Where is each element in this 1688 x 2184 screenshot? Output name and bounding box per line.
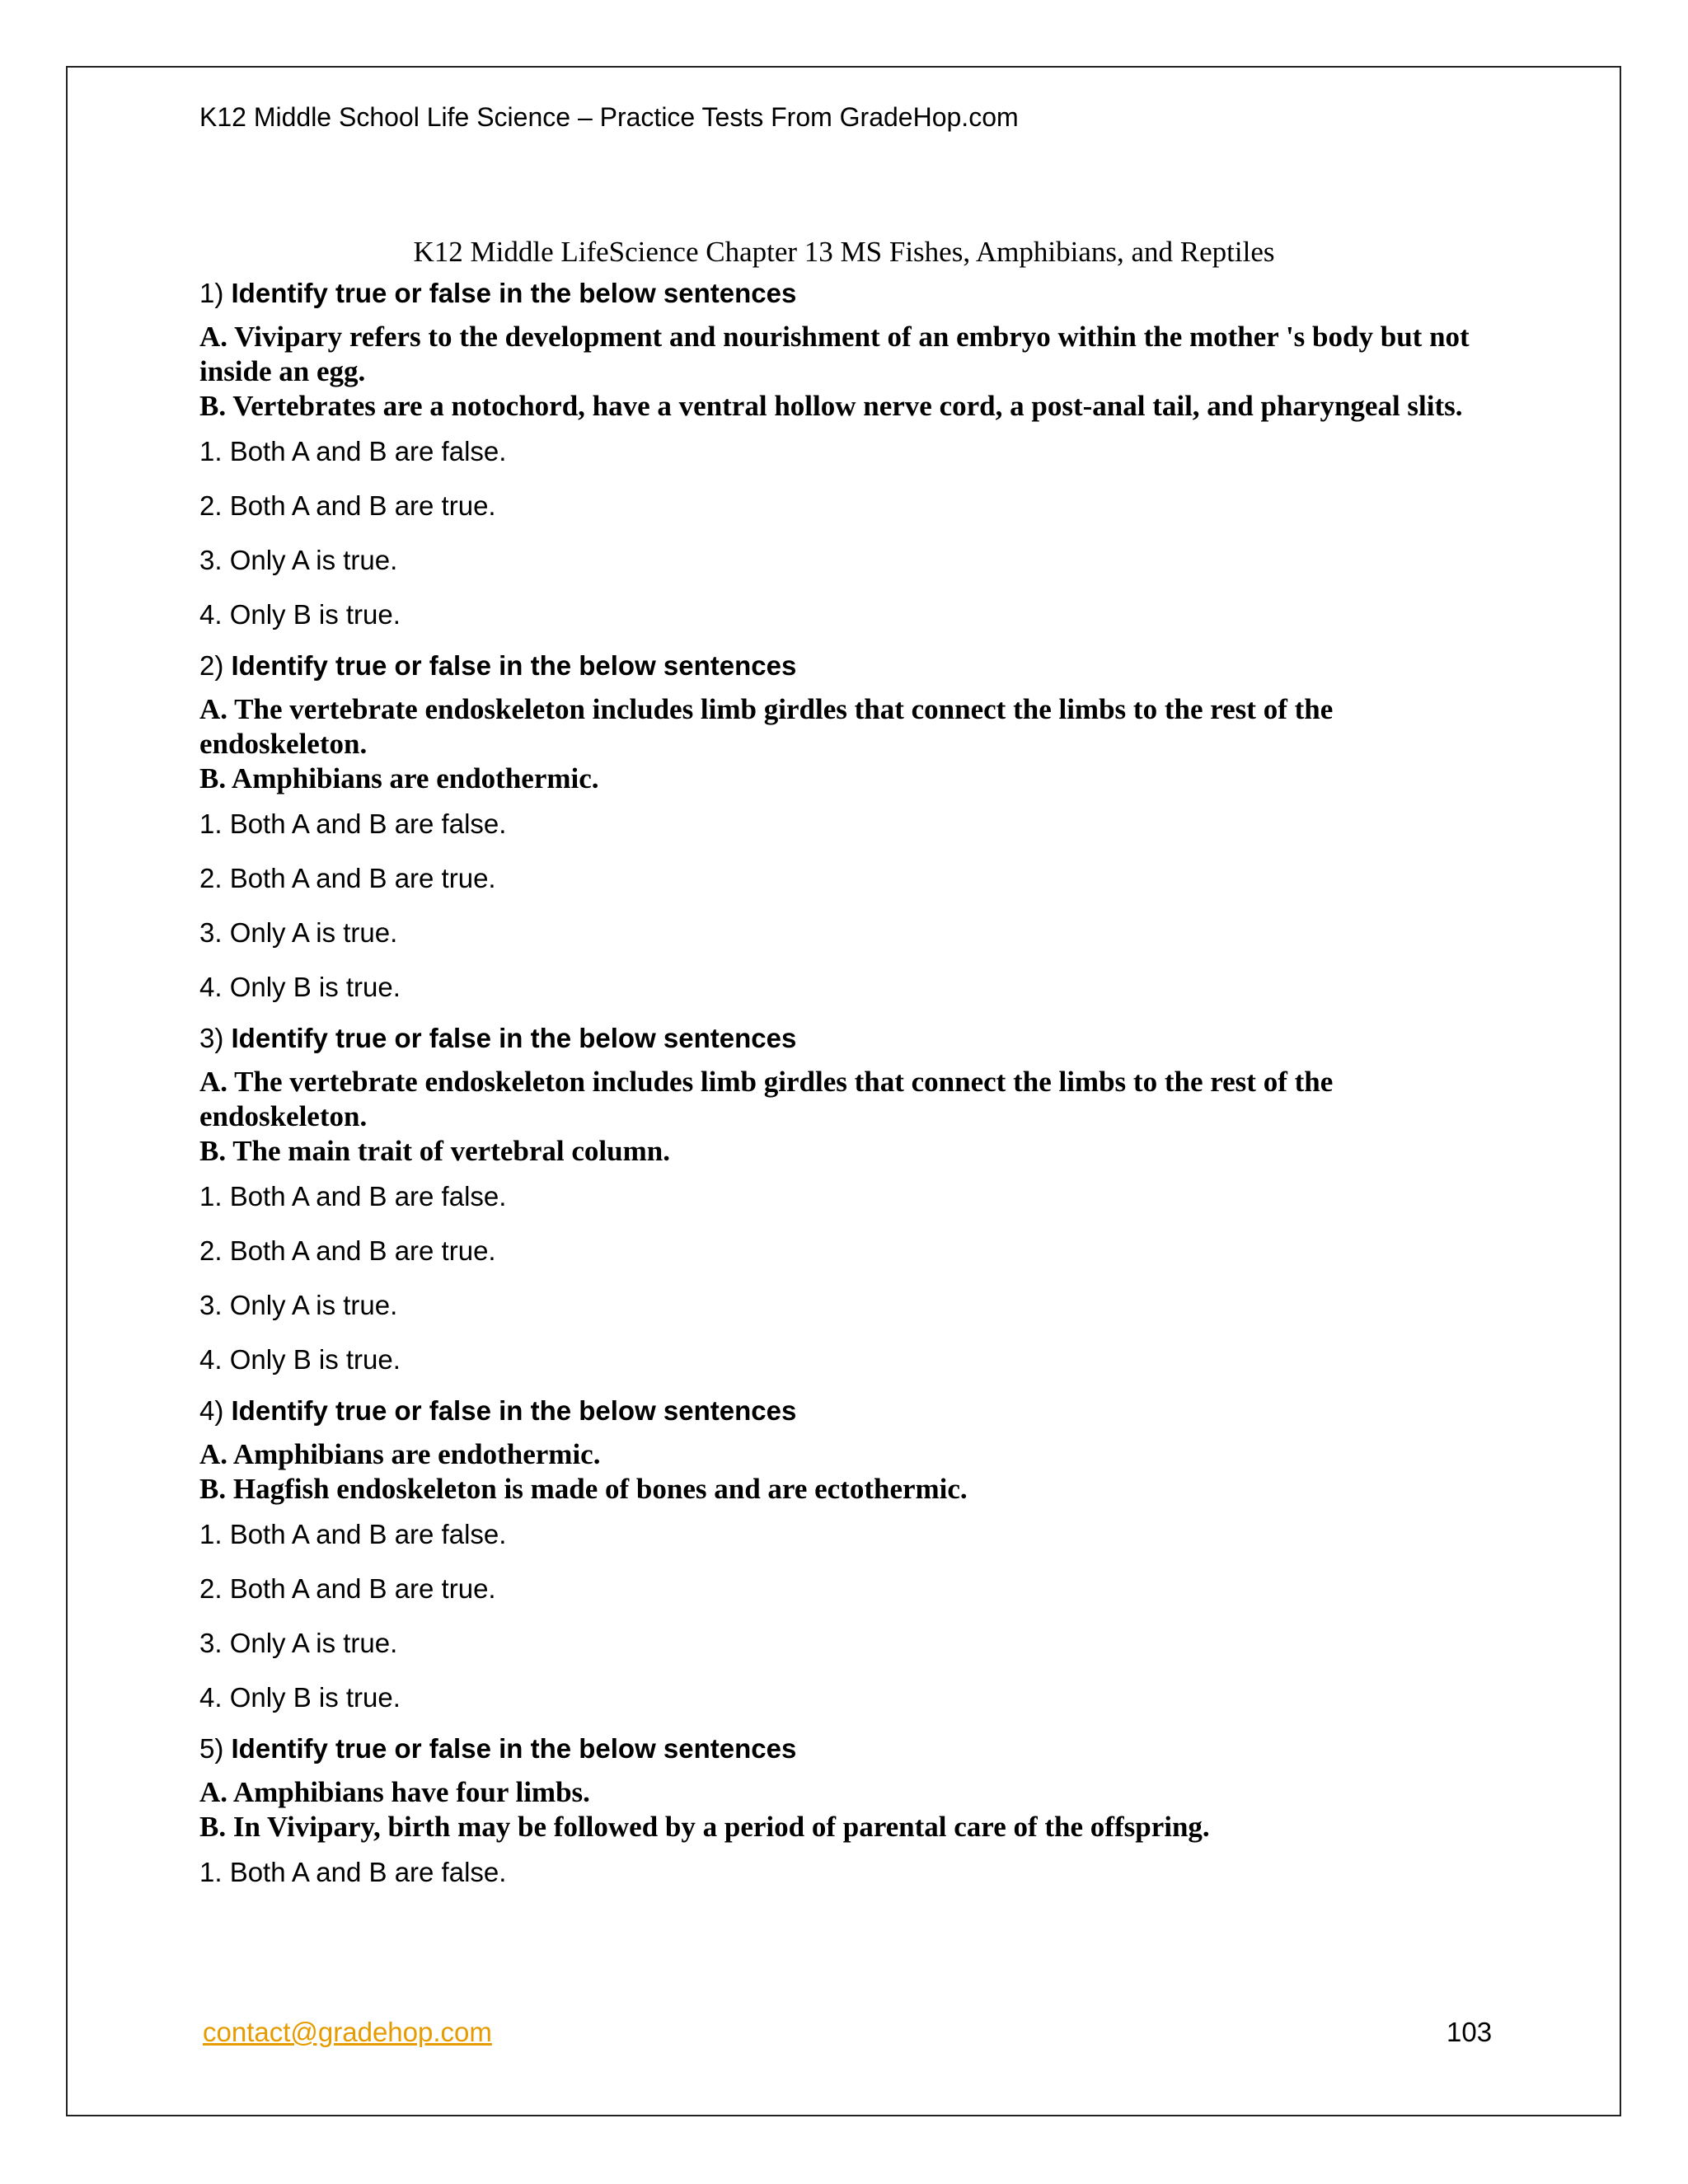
answer-option: 1. Both A and B are false. xyxy=(199,1857,507,1887)
statement-a: A. Amphibians are endothermic. xyxy=(199,1438,601,1470)
answer-option: 1. Both A and B are false. xyxy=(199,436,507,466)
statement-b: B. In Vivipary, birth may be followed by a period of parental care of the offspring. xyxy=(199,1811,1210,1843)
answer-option: 2. Both A and B are true. xyxy=(199,490,496,521)
question-number: 1) xyxy=(199,278,224,308)
answer-options xyxy=(199,1854,1502,1891)
answer-option: 2. Both A and B are true. xyxy=(199,1235,496,1266)
question-1 xyxy=(199,275,1502,633)
question-heading xyxy=(199,1731,1502,1767)
answer-option: 3. Only A is true. xyxy=(199,1628,398,1658)
questions-list xyxy=(199,275,1502,1905)
answer-option: 2. Both A and B are true. xyxy=(199,1573,496,1604)
answer-options xyxy=(199,806,1502,1005)
answer-option: 3. Only A is true. xyxy=(199,917,398,948)
page-header: K12 Middle School Life Science – Practice Tests From GradeHop.com xyxy=(199,102,1019,132)
question-instruction: Identify true or false in the below sentences xyxy=(231,650,797,681)
answer-option: 3. Only A is true. xyxy=(199,1290,398,1320)
answer-option: 3. Only A is true. xyxy=(199,545,398,575)
question-5 xyxy=(199,1731,1502,1891)
statement-a: A. The vertebrate endoskeleton includes limb girdles that connect the limbs to the rest of the endoskeleton. xyxy=(199,1066,1334,1132)
question-number: 2) xyxy=(199,650,224,681)
question-2 xyxy=(199,648,1502,1005)
question-number: 3) xyxy=(199,1023,224,1053)
statement-b: B. Amphibians are endothermic. xyxy=(199,762,599,794)
statement-a: A. Vivipary refers to the development and nourishment of an embryo within the mother 's body but not inside an egg. xyxy=(199,321,1470,387)
question-3 xyxy=(199,1020,1502,1378)
page-number: 103 xyxy=(1447,2017,1493,2047)
page-title: K12 Middle LifeScience Chapter 13 MS Fishes, Amphibians, and Reptiles xyxy=(413,236,1275,268)
question-heading xyxy=(199,275,1502,312)
question-heading xyxy=(199,648,1502,684)
answer-option: 2. Both A and B are true. xyxy=(199,863,496,893)
question-number: 4) xyxy=(199,1395,224,1426)
question-4 xyxy=(199,1393,1502,1716)
question-instruction: Identify true or false in the below sentences xyxy=(231,1733,797,1764)
contact-email-link[interactable]: contact@gradehop.com xyxy=(203,2017,492,2047)
question-heading xyxy=(199,1020,1502,1057)
question-instruction: Identify true or false in the below sentences xyxy=(231,278,797,308)
answer-option: 1. Both A and B are false. xyxy=(199,1519,507,1549)
statement-b: B. Vertebrates are a notochord, have a ventral hollow nerve cord, a post-anal tail, and pharyngeal slits. xyxy=(199,390,1463,422)
statement-a: A. Amphibians have four limbs. xyxy=(199,1776,590,1808)
answer-option: 4. Only B is true. xyxy=(199,1682,401,1713)
question-instruction: Identify true or false in the below sentences xyxy=(231,1395,797,1426)
question-instruction: Identify true or false in the below sentences xyxy=(231,1023,797,1053)
statement-b: B. The main trait of vertebral column. xyxy=(199,1135,670,1167)
statement-a: A. The vertebrate endoskeleton includes limb girdles that connect the limbs to the rest of the endoskeleton. xyxy=(199,693,1334,760)
answer-options xyxy=(199,434,1502,633)
answer-option: 4. Only B is true. xyxy=(199,1344,401,1375)
answer-options xyxy=(199,1516,1502,1716)
question-number: 5) xyxy=(199,1733,224,1764)
statement-b: B. Hagfish endoskeleton is made of bones and are ectothermic. xyxy=(199,1473,968,1505)
answer-option: 4. Only B is true. xyxy=(199,972,401,1002)
answer-option: 4. Only B is true. xyxy=(199,599,401,630)
question-heading xyxy=(199,1393,1502,1429)
answer-options xyxy=(199,1179,1502,1378)
answer-option: 1. Both A and B are false. xyxy=(199,1181,507,1212)
answer-option: 1. Both A and B are false. xyxy=(199,808,507,839)
